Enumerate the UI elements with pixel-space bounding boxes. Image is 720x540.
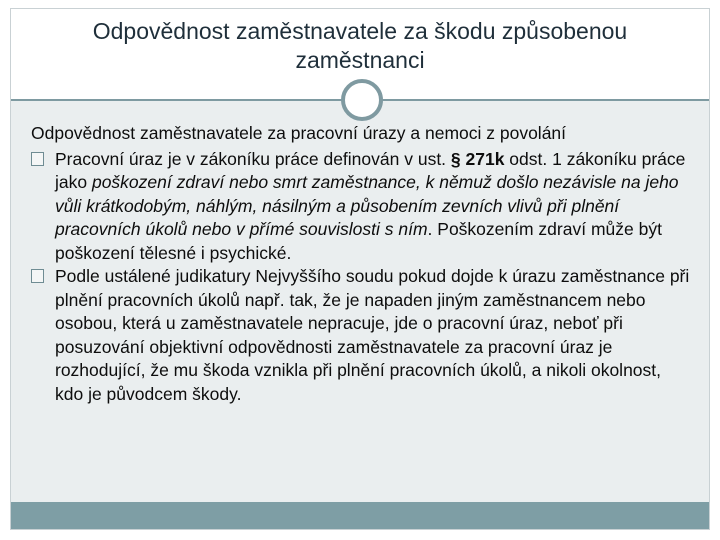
bullet-text: Podle ustálené judikatury Nejvyššího soudu pokud dojde k úrazu zaměstnance při plnění pracovních úkolů např. tak, že je napaden jiným zaměstnancem nebo osobou, která u zaměstnavatele nepracuje, jde o pracovní úraz, neboť při posuzování objektivní odpovědnosti zaměstnavatele za pracovní úraz je rozhodující, že mu škoda vznikla při plnění pracovních úkolů, a nikoli okolnost, kdo je původcem škody.: [55, 266, 690, 404]
bullet-text-part: odst. 1 zákoníku práce jako: [55, 148, 686, 192]
definition-text: poškození zdraví nebo smrt zaměstnance, k němuž došlo nezávisle na jeho vůli krátkodobým, náhlým, násilným a působením zevních vlivů při plnění pracovních úkolů nebo v přímé souvislosti s ním: [55, 172, 679, 239]
bullet-item: [31, 265, 691, 406]
slide-title: Odpovědnost zaměstnavatele za škodu způsobenou zaměstnanci: [92, 18, 628, 73]
slide-body: [31, 122, 691, 406]
subheading: Odpovědnost zaměstnavatele za pracovní úrazy a nemoci z povolání: [31, 123, 567, 143]
circle-ornament-icon: [341, 79, 383, 121]
bullet-item: [31, 148, 691, 266]
bullet-text-part: Pracovní úraz je v zákoníku práce definován v ust.: [55, 148, 451, 169]
square-bullet-icon: [31, 269, 44, 283]
bullet-text-part: . Poškozením zdraví může být poškození tělesné i psychické.: [55, 219, 662, 263]
footer-band: [11, 502, 709, 529]
law-reference: § 271k: [450, 148, 505, 169]
square-bullet-icon: [31, 152, 44, 166]
